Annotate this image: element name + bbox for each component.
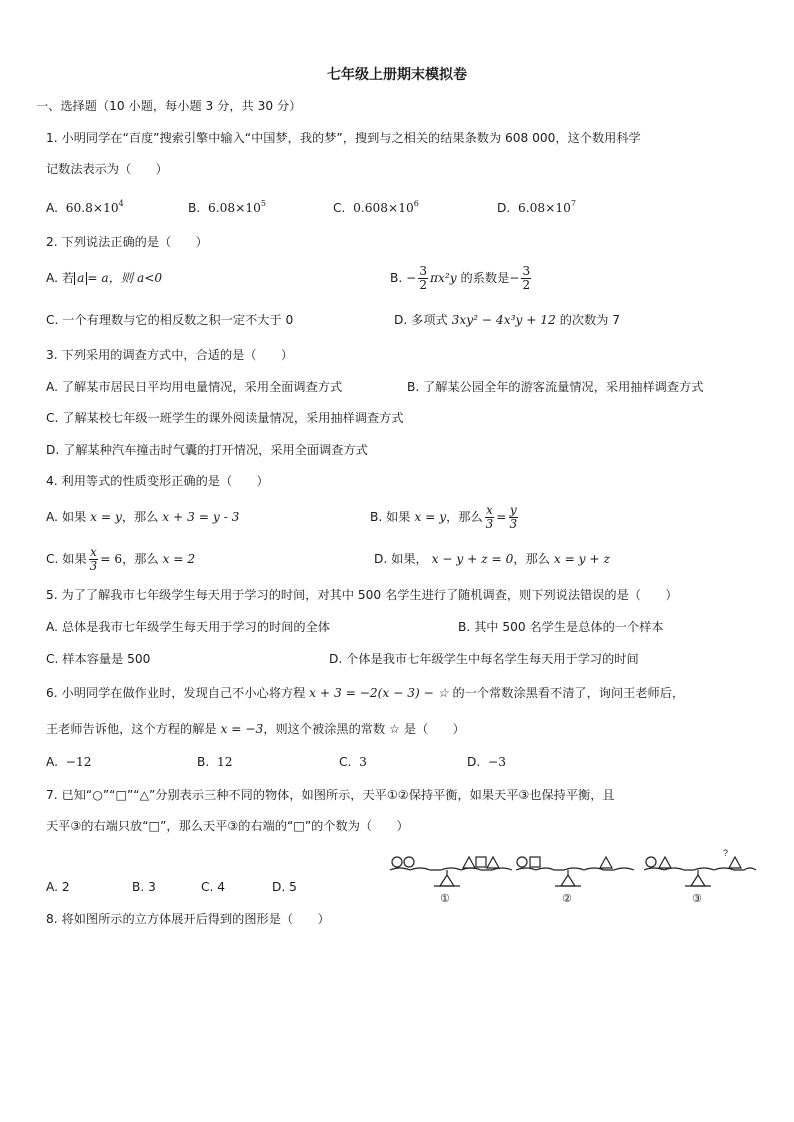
q1-option-d: D. $6.08\times 10^7$ xyxy=(497,199,576,215)
q7-stem-line1: 7. 已知“○”“□”“△”分别表示三种不同的物体，如图所示，天平①②保持平衡，如果天平③也保持平衡，且 xyxy=(46,788,615,802)
q1-stem-line1: 1. 小明同学在“百度”搜索引擎中输入“中国梦，我的梦”，搜到与之相关的结果条数为 608 000，这个数用科学 xyxy=(46,131,641,145)
q6-option-d: D. −3 xyxy=(467,755,506,769)
q4-option-b: B. 如果 x = y，那么 $\frac{x}{3}$ = $\frac{y}{3}$ xyxy=(370,503,518,531)
q1-stem-line2: 记数法表示为（ ） xyxy=(46,162,168,176)
balance-scale-3 xyxy=(644,857,756,886)
q7-option-d: D. 5 xyxy=(272,880,297,894)
q5-option-c: C. 样本容量是 500 xyxy=(46,652,151,666)
q2-option-d: D. 多项式 3xy² − 4x³y + 12 的次数为 7 xyxy=(394,313,621,327)
q2-option-b: B. − $\frac{3}{2}$ πx²y 的系数是− $\frac{3}{2}$ xyxy=(390,264,531,292)
balance-scale-2 xyxy=(516,857,634,886)
balance-scales-figure xyxy=(388,844,758,908)
q3-option-d: D. 了解某种汽车撞击时气囊的打开情况，采用全面调查方式 xyxy=(46,443,368,457)
q2-stem: 2. 下列说法正确的是（ ） xyxy=(46,235,208,249)
q4-option-a: A. 如果 x = y，那么 x + 3 = y - 3 xyxy=(46,510,240,524)
q7-option-a: A. 2 xyxy=(46,880,70,894)
q2-option-a: A. 若 a = a，则 a<0 xyxy=(46,271,163,285)
q4-stem: 4. 利用等式的性质变形正确的是（ ） xyxy=(46,474,269,488)
q3-stem: 3. 下列采用的调查方式中，合适的是（ ） xyxy=(46,348,294,362)
q3-option-a: A. 了解某市居民日平均用电量情况，采用全面调查方式 xyxy=(46,380,343,394)
q4-option-c: C. 如果 $\frac{x}{3}$ = 6，那么 x = 2 xyxy=(46,545,196,573)
q5-option-d: D. 个体是我市七年级学生中每名学生每天用于学习的时间 xyxy=(329,652,639,666)
q7-option-c: C. 4 xyxy=(201,880,226,894)
q8-stem: 8. 将如图所示的立方体展开后得到的图形是（ ） xyxy=(46,912,330,926)
q7-option-b: B. 3 xyxy=(132,880,156,894)
q1-option-c: C. $0.608\times 10^6$ xyxy=(333,199,419,215)
q5-stem: 5. 为了了解我市七年级学生每天用于学习的时间，对其中 500 名学生进行了随机调查，则下列说法错误的是（ ） xyxy=(46,588,678,602)
q6-option-c: C. 3 xyxy=(339,755,367,769)
q3-option-b: B. 了解某公园全年的游客流量情况，采用抽样调查方式 xyxy=(407,380,704,394)
q6-option-b: B. 12 xyxy=(197,755,233,769)
q7-stem-line2: 天平③的右端只放“□”，那么天平③的右端的“□”的个数为（ ） xyxy=(46,819,409,833)
q1-option-a: A. $60.8\times 10^4$ xyxy=(46,199,124,215)
section-heading: 一、选择题（10 小题，每小题 3 分，共 30 分） xyxy=(36,99,302,113)
q6-option-a: A. −12 xyxy=(46,755,92,769)
q5-option-b: B. 其中 500 名学生是总体的一个样本 xyxy=(458,620,664,634)
q6-stem-line2: 王老师告诉他，这个方程的解是 x = −3，则这个被涂黑的常数 ☆ 是（ ） xyxy=(46,722,465,736)
q3-option-c: C. 了解某校七年级一班学生的课外阅读量情况，采用抽样调查方式 xyxy=(46,411,404,425)
page-title: 七年级上册期末模拟卷 xyxy=(327,67,467,83)
scale-label-2: ② xyxy=(562,892,572,905)
scale-label-1: ① xyxy=(440,892,450,905)
balance-scale-1 xyxy=(390,857,512,886)
q4-option-d: D. 如果， x − y + z = 0，那么 x = y + z xyxy=(374,552,610,566)
q2-option-c: C. 一个有理数与它的相反数之积一定不大于 0 xyxy=(46,313,294,327)
scale-label-3: ③ xyxy=(692,892,702,905)
q5-option-a: A. 总体是我市七年级学生每天用于学习的时间的全体 xyxy=(46,620,330,634)
q6-stem-line1: 6. 小明同学在做作业时，发现自己不小心将方程 x + 3 = −2(x − 3) − ☆ 的一个常数涂黑看不清了，询问王老师后， xyxy=(46,686,685,700)
question-mark: ? xyxy=(723,848,729,858)
q1-option-b: B. $6.08\times 10^5$ xyxy=(188,199,266,215)
